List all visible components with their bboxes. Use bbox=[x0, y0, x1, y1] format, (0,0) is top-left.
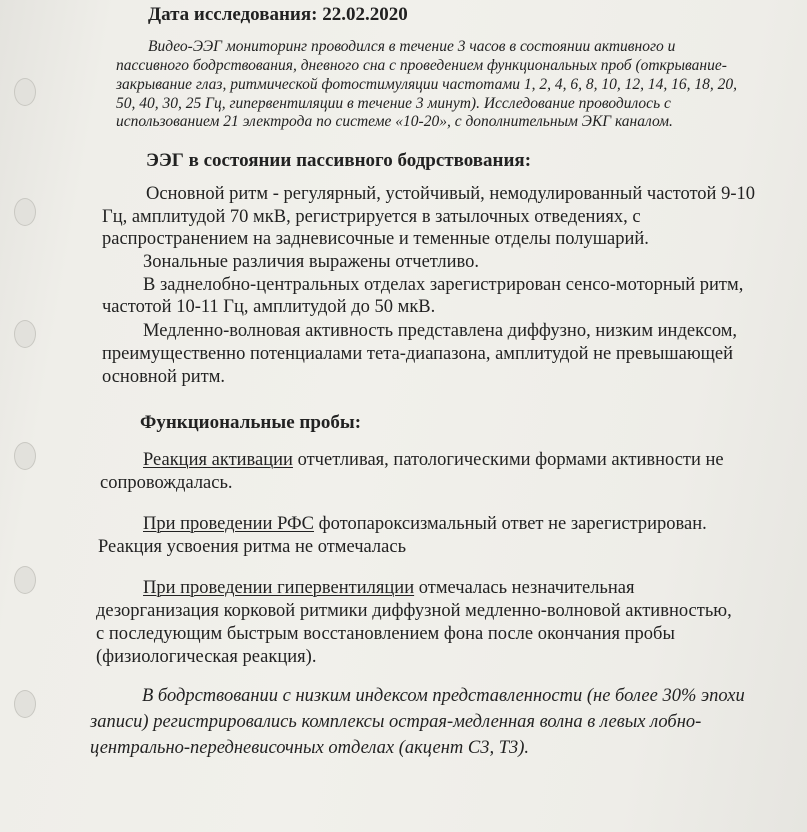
activation-line-2: сопровождалась. bbox=[100, 473, 233, 493]
intro-line: пассивного бодрствования, дневного сна с проведением функциональных проб (открывание- bbox=[116, 57, 727, 74]
punch-hole bbox=[14, 320, 36, 348]
passive-line: Зональные различия выражены отчетливо. bbox=[143, 252, 480, 272]
section-heading-passive: ЭЭГ в состоянии пассивного бодрствования: bbox=[146, 150, 532, 171]
study-date-value: 22.02.2020 bbox=[322, 4, 408, 25]
activation-title: Реакция активации bbox=[143, 450, 293, 470]
passive-line: Гц, амплитудой 70 мкВ, регистрируется в затылочных отведениях, с bbox=[102, 207, 641, 227]
rfs-text: фотопароксизмальный ответ не зарегистрирован. bbox=[314, 514, 707, 534]
study-date bbox=[148, 4, 408, 26]
passive-line: распространением на задневисочные и теменные отделы полушарий. bbox=[102, 229, 649, 249]
punch-hole bbox=[14, 78, 36, 106]
section-heading-tests: Функциональные пробы: bbox=[140, 412, 362, 433]
passive-line: основной ритм. bbox=[102, 367, 226, 387]
passive-line: Основной ритм - регулярный, устойчивый, немодулированный частотой 9-10 bbox=[146, 184, 755, 204]
activation-text: отчетливая, патологическими формами активности не bbox=[292, 450, 724, 470]
hv-line-3: с последующим быстрым восстановлением фона после окончания пробы bbox=[96, 624, 675, 644]
hv-line-4: (физиологическая реакция). bbox=[96, 647, 317, 667]
intro-line: закрывание глаз, ритмической фотостимуляции частотами 1, 2, 4, 6, 8, 10, 12, 14, 16, 18, 20, bbox=[116, 76, 738, 93]
rfs-title: При проведении РФС bbox=[143, 514, 315, 534]
intro-line: 50, 40, 30, 25 Гц, гипервентиляции в течение 3 минут). Исследование проводилось с bbox=[116, 95, 671, 112]
passive-line: В заднелобно-центральных отделах зарегистрирован сенсо-моторный ритм, bbox=[143, 275, 744, 295]
hv-title: При проведении гипервентиляции bbox=[143, 578, 415, 598]
punch-hole bbox=[14, 198, 36, 226]
hv-line-2: дезорганизация корковой ритмики диффузной медленно-волновой активностью, bbox=[96, 601, 732, 621]
hv-line bbox=[143, 578, 634, 599]
conclusion-line: В бодрствовании с низким индексом представленности (не более 30% эпохи bbox=[142, 686, 745, 706]
study-date-label: Дата исследования: bbox=[148, 4, 318, 25]
punch-hole bbox=[14, 690, 36, 718]
passive-line: Медленно-волновая активность представлена диффузно, низким индексом, bbox=[143, 321, 738, 341]
conclusion-line: записи) регистрировались комплексы острая-медленная волна в левых лобно- bbox=[90, 712, 702, 732]
passive-line: частотой 10-11 Гц, амплитудой до 50 мкВ. bbox=[102, 297, 436, 317]
hv-text: отмечалась незначительная bbox=[414, 578, 635, 598]
rfs-line bbox=[143, 514, 707, 535]
activation-line bbox=[143, 450, 724, 471]
punch-hole bbox=[14, 442, 36, 470]
conclusion-line: центрально-передневисочных отделах (акцент С3, Т3). bbox=[90, 738, 530, 758]
passive-line: преимущественно потенциалами тета-диапазона, амплитудой не превышающей bbox=[102, 344, 734, 364]
rfs-line-2: Реакция усвоения ритма не отмечалась bbox=[98, 537, 407, 557]
intro-line: использованием 21 электрода по системе «10-20», с дополнительным ЭКГ каналом. bbox=[116, 113, 673, 130]
intro-line: Видео-ЭЭГ мониторинг проводился в течение 3 часов в состоянии активного и bbox=[148, 38, 676, 55]
punch-hole bbox=[14, 566, 36, 594]
